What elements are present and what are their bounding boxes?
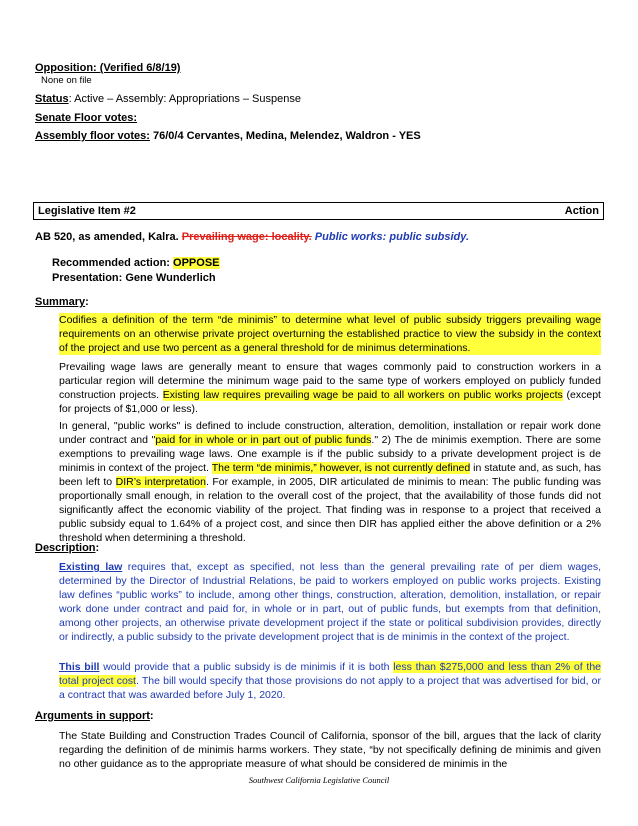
summary-p3-text-b: ." 2) The de minimis exemption. There are some exemptions to prevailing wage laws. One example is if the public subsidy to a private development project is de minimis in context of the project. [59, 434, 602, 474]
assembly-floor-value: 76/0/4 Cervantes, Medina, Melendez, Waldron - YES [149, 130, 421, 142]
opposition-label: Opposition: (Verified 6/8/19) [35, 62, 181, 74]
legislative-item-header [33, 202, 604, 220]
recommended-action [52, 257, 220, 269]
summary-paragraph-3 [59, 419, 601, 545]
summary-p3-text-a: In general, "public works" is defined to include construction, alteration, demolition, installation or repair work done under contract and " [59, 420, 601, 446]
page-footer: Southwest California Legislative Council [248, 775, 390, 785]
status-line [35, 93, 301, 105]
summary-p2-tail: (except for projects of $1,000 or less). [59, 389, 601, 415]
summary-p3-highlight-1: paid for in whole or in part out of public funds [155, 434, 372, 446]
arguments-heading: Arguments in support [35, 710, 150, 722]
recommended-action-label: Recommended action: [52, 257, 174, 269]
presentation-line: Presentation: Gene Wunderlich [52, 272, 216, 284]
summary-p3-text-c: in statute and, as such, has been left to [59, 462, 601, 488]
this-bill-label: This bill [59, 661, 100, 673]
description-paragraph-2 [59, 660, 601, 702]
summary-heading-line: Summary: [35, 296, 89, 308]
summary-p3-highlight-3: DIR’s interpretation [115, 476, 206, 488]
arguments-paragraph-1: The State Building and Construction Trades Council of California, sponsor of the bill, argues that the lack of clarity regarding the definition of de minimis harms workers. They state, “by not specifically defining de minimis and given no other guidance as to the appropriate measure of what should be considered de minimis in the [59, 730, 601, 770]
this-bill-text-a: would provide that a public subsidy is de minimis if it is both [99, 661, 394, 673]
bill-new-title: Public works: public subsidy. [311, 231, 470, 243]
summary-paragraph-2 [59, 360, 601, 416]
summary-p3-text-d: . For example, in 2005, DIR articulated de minimis to mean: The public funding was proportionally small enough, in relation to the overall cost of the project, that the availability of those funds did not significantly affect the economic viability of the project. That finding was in response to a project that received a public subsidy equal to 1.64% of a project cost, and since then DIR has applied either the above definition or a 2% threshold when determining a threshold. [59, 476, 601, 544]
senate-floor-label: Senate Floor votes: [35, 112, 138, 124]
existing-law-label: Existing law [59, 561, 123, 573]
action-column-label: Action [564, 205, 599, 217]
recommended-action-value: OPPOSE [173, 257, 220, 269]
assembly-floor-label: Assembly floor votes: [35, 130, 150, 142]
assembly-floor-line [35, 130, 421, 142]
status-value: : Active – Assembly: Appropriations – Suspense [68, 93, 301, 105]
bill-prefix: AB 520, as amended, Kalra. [35, 231, 182, 243]
existing-law-text: requires that, except as specified, not less than the general prevailing rate of per diem wages, determined by the Director of Industrial Relations, be paid to workers employed on public works projects. Existing law defines “public works” to include, among other things, construction, alteration, demolition, installation, or repair work done under contract and paid for, in whole or in part, out of public funds, but exempts from that definition, among other projects, an otherwise private development project if the state or political subdivision provides, directly or indirectly, a public subsidy to the private development project that is de minimis in the context of the project. [59, 561, 601, 643]
legislative-item-title: Legislative Item #2 [38, 205, 136, 217]
description-heading-line: Description: [35, 542, 100, 554]
summary-p3-highlight-2: The term “de minimis,” however, is not currently defined [211, 462, 471, 474]
summary-paragraph-1: Codifies a definition of the term “de minimis” to determine what level of public subsidy triggers prevailing wage requirements on an otherwise private project overturning the established practice to view the subsidy in the context of the project and use two percent as a general threshold for de minimus determinations. [59, 314, 601, 354]
opposition-value: None on file [41, 75, 92, 86]
description-paragraph-1 [59, 560, 601, 644]
bill-struck-title: Prevailing wage: locality. [181, 231, 312, 243]
this-bill-highlight: less than $275,000 and less than 2% of the total project cost [59, 661, 602, 687]
summary-heading: Summary [35, 296, 86, 308]
this-bill-text-b: . The bill would specify that those provisions do not apply to a project that was advertised for bid, or a contract that was awarded before July 1, 2020. [59, 675, 601, 701]
status-label: Status [35, 93, 69, 105]
arguments-heading-line: Arguments in support: [35, 710, 154, 722]
bill-title [35, 231, 469, 243]
summary-p2-highlight: Existing law requires prevailing wage be paid to all workers on public works projects [162, 389, 563, 401]
summary-p2-text: Prevailing wage laws are generally meant to ensure that wages commonly paid to construction workers in a particular region will determine the minimum wage paid to the same type of workers employed on publicly funded construction projects. [59, 361, 601, 401]
description-heading: Description [35, 542, 96, 554]
